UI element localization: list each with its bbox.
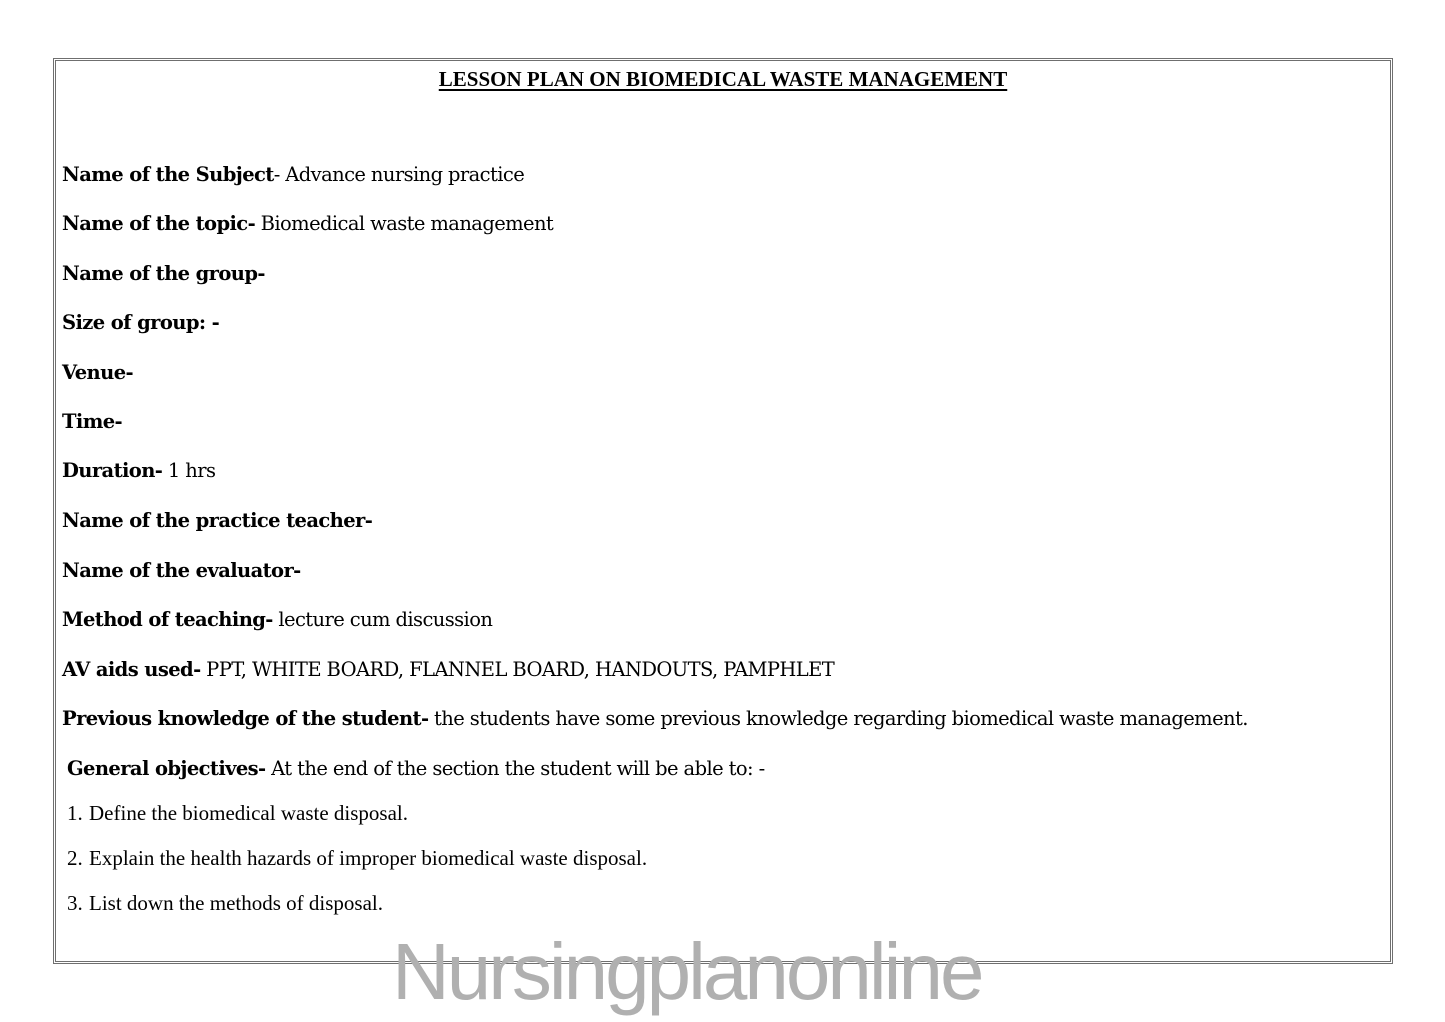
field-separator: - (273, 163, 280, 186)
field-label: General objectives- (67, 757, 266, 780)
field-label: Name of the evaluator- (62, 559, 301, 582)
field-topic (62, 212, 553, 235)
field-label: Duration- (62, 459, 163, 482)
lesson-plan-frame (53, 58, 1393, 964)
field-time (62, 410, 122, 433)
objective-text: Explain the health hazards of improper biomedical waste disposal. (89, 846, 648, 870)
field-practice-teacher (62, 509, 372, 532)
field-value: 1 hrs (162, 459, 216, 482)
objective-number: 1. (67, 801, 83, 825)
field-value: the students have some previous knowledge regarding biomedical waste management. (428, 707, 1248, 730)
field-method (62, 608, 492, 631)
field-duration (62, 459, 215, 482)
objective-item (67, 801, 408, 826)
field-label: Name of the group- (62, 262, 265, 285)
field-venue (62, 361, 133, 384)
field-av-aids (62, 658, 834, 681)
objective-text: List down the methods of disposal. (89, 891, 383, 915)
objective-number: 2. (67, 846, 83, 870)
field-group-size (62, 311, 219, 334)
field-value: lecture cum discussion (272, 608, 493, 631)
field-value: Biomedical waste management (255, 212, 554, 235)
objective-text: Define the biomedical waste disposal. (89, 801, 408, 825)
field-previous-knowledge (62, 707, 1248, 730)
field-value: At the end of the section the student will be able to: - (265, 757, 765, 780)
watermark: Nursingplanonline (392, 927, 982, 1016)
objective-item (67, 846, 647, 871)
field-evaluator (62, 559, 301, 582)
field-label: Name of the topic- (62, 212, 256, 235)
field-label: Time- (62, 410, 123, 433)
field-label: Size of group: - (62, 311, 220, 334)
objective-item (67, 891, 383, 916)
field-subject (62, 163, 524, 186)
general-objectives (67, 757, 765, 780)
field-label: Method of teaching- (62, 608, 273, 631)
field-value: PPT, WHITE BOARD, FLANNEL BOARD, HANDOUTS, PAMPHLET (200, 658, 835, 681)
field-value: Advance nursing practice (279, 163, 525, 186)
field-label: Name of the Subject (62, 163, 274, 186)
field-label: AV aids used- (62, 658, 201, 681)
field-label: Previous knowledge of the student- (62, 707, 429, 730)
field-label: Name of the practice teacher- (62, 509, 373, 532)
field-label: Venue- (62, 361, 134, 384)
objective-number: 3. (67, 891, 83, 915)
document-title: LESSON PLAN ON BIOMEDICAL WASTE MANAGEMENT (438, 67, 1008, 91)
field-group (62, 262, 265, 285)
